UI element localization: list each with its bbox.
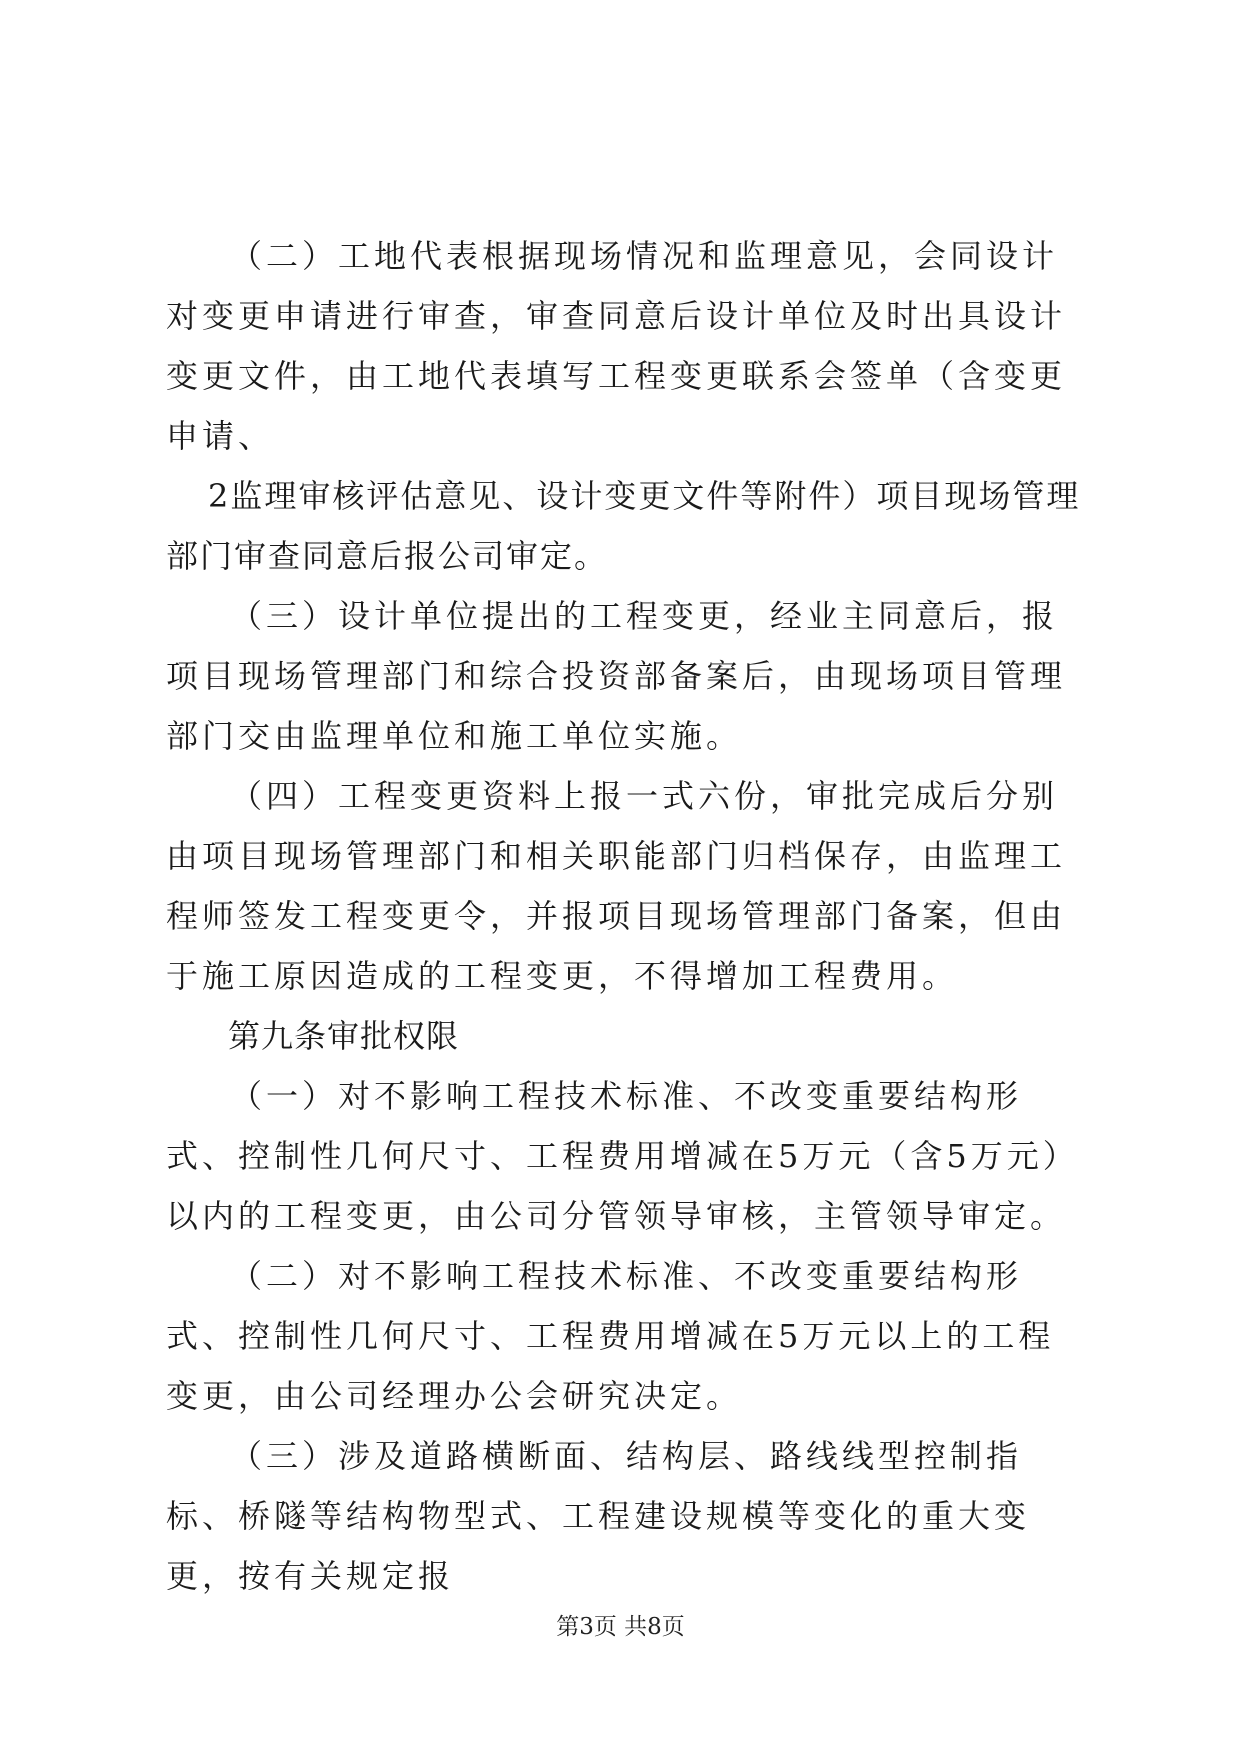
page-footer bbox=[0, 1612, 1241, 1642]
section-heading-approval-authority: 第九条审批权限 bbox=[228, 1017, 460, 1055]
paragraph-authority-over-5w: （二）对不影响工程技术标准、不改变重要结构形式、控制性几何尺寸、工程费用增减在5万元以上的工程变更，由公司经理办公会研究决定。 bbox=[166, 1257, 1055, 1415]
paragraph-site-rep-review: （二）工地代表根据现场情况和监理意见，会同设计对变更申请进行审查，审查同意后设计单位及时出具设计变更文件，由工地代表填写工程变更联系会签单（含变更申请、 bbox=[166, 237, 1067, 455]
document-body bbox=[166, 226, 1086, 1606]
paragraph-major-change: （三）涉及道路横断面、结构层、路线线型控制指标、桥隧等结构物型式、工程建设规模等变化的重大变更，按有关规定报 bbox=[166, 1437, 1031, 1595]
paragraph-change-documents: （四）工程变更资料上报一式六份，审批完成后分别由项目现场管理部门和相关职能部门归档保存，由监理工程师签发工程变更令，并报项目现场管理部门备案，但由于施工原因造成的工程变更，不得增加工程费用。 bbox=[166, 777, 1067, 995]
paragraph-supervision-opinion: 2监理审核评估意见、设计变更文件等附件）项目现场管理部门审查同意后报公司审定。 bbox=[166, 477, 1081, 575]
paragraph-authority-under-5w: （一）对不影响工程技术标准、不改变重要结构形式、控制性几何尺寸、工程费用增减在5万元（含5万元）以内的工程变更，由公司分管领导审核，主管领导审定。 bbox=[166, 1077, 1079, 1235]
paragraph-design-unit-change: （三）设计单位提出的工程变更，经业主同意后，报项目现场管理部门和综合投资部备案后，由现场项目管理部门交由监理单位和施工单位实施。 bbox=[166, 597, 1067, 755]
page-number-label: 第3页 共8页 bbox=[556, 1614, 685, 1640]
